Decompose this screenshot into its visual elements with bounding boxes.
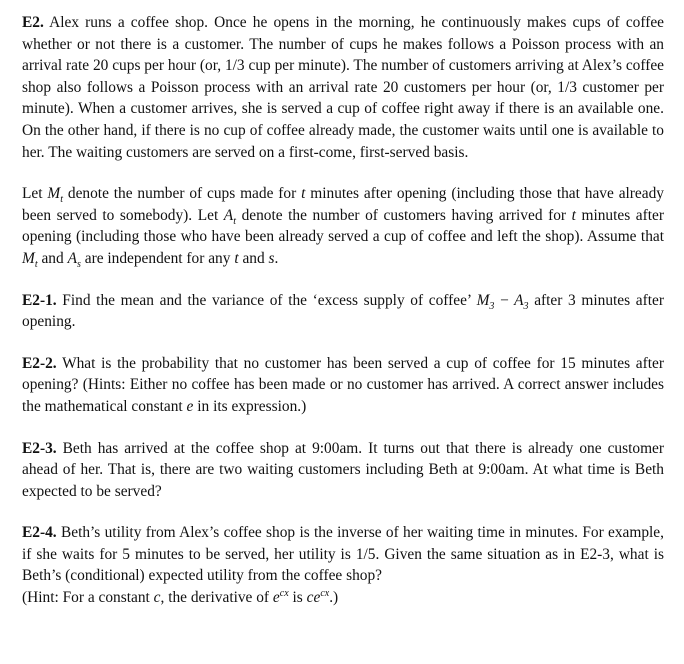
question-label: E2-1. bbox=[22, 291, 57, 309]
var-A-t: $A_t$ bbox=[223, 206, 236, 227]
hint-end: .) bbox=[329, 589, 339, 607]
question-label: E2-3. bbox=[22, 439, 57, 457]
intro-text: Alex runs a coffee shop. Once he opens in the morning, he continuously makes cups of coffee whether or not there is a customer. The number of cups he makes follows a Poisson process with an arrival rate 20 cups per hour (or, 1/3 cup per minute). The number of customers arriving at Alex’s coffee shop also follows a Poisson process with an arrival rate 20 customers per hour (or, 1/3 customer per minute). When a customer arrives, she is served a cup of coffee right away if there is an available one. On the other hand, if there is no cup of coffee already made, the customer waits until one is available to her. The waiting customers are served on a first-come, first-served basis. bbox=[22, 14, 664, 161]
question-text-end: in its expression.) bbox=[197, 397, 307, 415]
question-text-end: after 3 minutes after opening. bbox=[22, 291, 664, 331]
problem-intro bbox=[22, 12, 664, 163]
hint-line bbox=[22, 587, 664, 609]
var-M-t: $M_t$ bbox=[47, 185, 63, 206]
def-text-2: denote the number of cups made for bbox=[67, 185, 297, 203]
definitions-paragraph bbox=[22, 183, 664, 269]
var-t-2: t bbox=[571, 206, 576, 224]
question-text: Find the mean and the variance of the ‘excess supply of coffee’ bbox=[62, 291, 471, 309]
def-text-1: Let bbox=[22, 185, 43, 203]
def-end: . bbox=[274, 249, 279, 267]
def-text-7: are independent for any bbox=[84, 249, 231, 267]
hint-text-3: is bbox=[292, 589, 303, 607]
var-M-t-2: $M_t$ bbox=[22, 249, 38, 271]
question-e2-4 bbox=[22, 522, 664, 608]
excess-supply-expression: $M_3 - A_3$ bbox=[476, 291, 529, 312]
hint-text-1: (Hint: For a constant bbox=[22, 589, 150, 607]
hint-text-2: , the derivative of bbox=[160, 589, 270, 607]
def-text-5: minutes after opening (including those who have been already served a cup of coffee and left the shop). Assume that bbox=[22, 206, 664, 246]
question-label: E2-4. bbox=[22, 524, 57, 542]
problem-label: E2. bbox=[22, 14, 44, 31]
question-text: Beth has arrived at the coffee shop at 9:00am. It turns out that there is already one customer ahead of her. That is, there are two waiting customers including Beth at 9:00am. At what time is Beth expected to be served? bbox=[22, 439, 664, 500]
question-e2-1 bbox=[22, 290, 664, 333]
question-e2-3 bbox=[22, 438, 664, 503]
question-text: What is the probability that no customer has been served a cup of coffee for 15 minutes after opening? (Hints: Either no coffee has been made or no customer has arrived. A correct answer includes the mathematical constant bbox=[22, 354, 664, 415]
constant-e: e bbox=[186, 397, 194, 415]
var-s: s bbox=[268, 249, 275, 267]
var-t-3: t bbox=[234, 249, 239, 267]
var-t: t bbox=[301, 185, 306, 203]
var-A-s: $A_s$ bbox=[67, 249, 81, 271]
constant-c: c bbox=[153, 589, 161, 607]
exp-e-cx: $e^{cx}$ bbox=[272, 587, 289, 607]
question-e2-2 bbox=[22, 353, 664, 418]
def-text-6: and bbox=[41, 249, 64, 267]
def-text-3: minutes after opening (including those that have already been served to somebody). Let bbox=[22, 185, 664, 224]
def-text-4: denote the number of customers having arrived for bbox=[241, 206, 567, 224]
def-text-8: and bbox=[242, 249, 265, 267]
exp-ce-cx: $ce^{cx}$ bbox=[306, 587, 330, 607]
question-label: E2-2. bbox=[22, 354, 57, 372]
question-text: Beth’s utility from Alex’s coffee shop is the inverse of her waiting time in minutes. For example, if she waits for 5 minutes to be served, her utility is 1/5. Given the same situation as in E2-3, what is Beth’s (conditional) expected utility from the coffee shop? bbox=[22, 524, 664, 585]
